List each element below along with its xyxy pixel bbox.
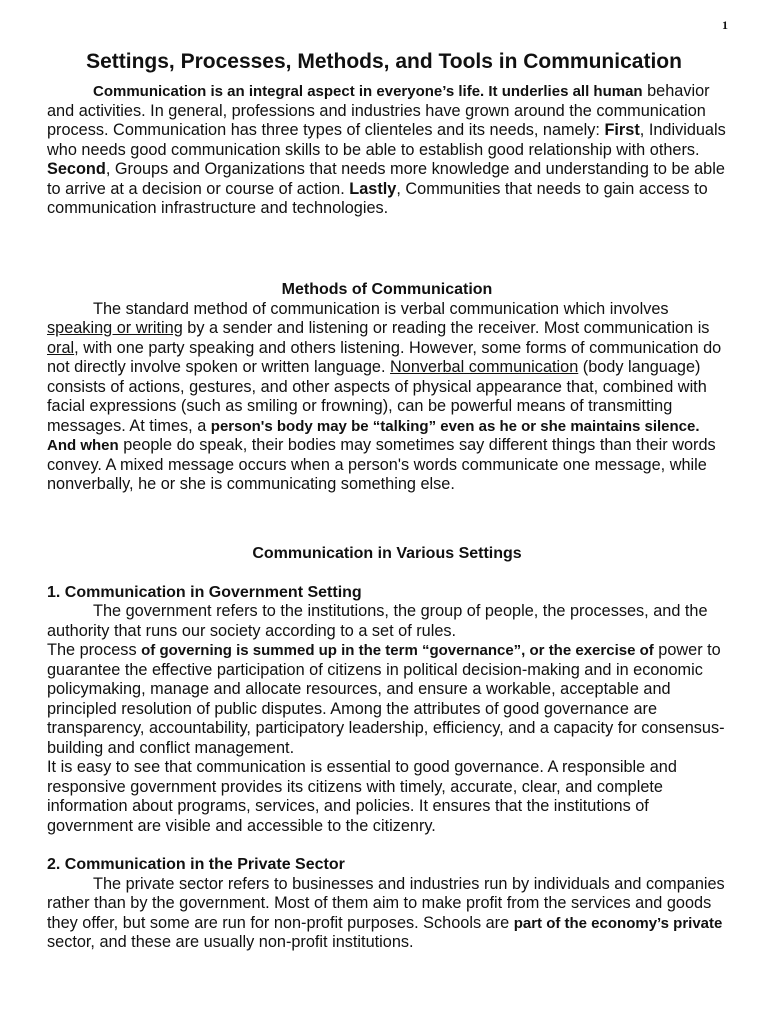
government-paragraph-1: The government refers to the institutions, the group of people, the processes, and the authority that runs our society according to a set of rules. [47, 602, 708, 640]
methods-bold-text: person's body may be “talking” even as he or she maintains silence. And when [47, 417, 700, 454]
gov-p2-rest: power to guarantee the effective participation of citizens in political decision-making and in economic policymaking, manage and allocate resources, and ensure a workable, acceptable and principled resolution of public disputes. Among the attributes of good governance are transparency, accountability, participatory leadership, efficiency, and a capacity for consensus-building and conflict management. [47, 641, 725, 757]
settings-section [47, 544, 727, 953]
intro-paragraph [47, 82, 727, 219]
second-label: Second [47, 160, 106, 178]
government-paragraph-3: It is easy to see that communication is essential to good governance. A responsible and responsive government provides its citizens with timely, accurate, clear, and complete information about programs, services, and policies. It ensures that the institutions of government are visible and accessible to the citizenry. [47, 758, 677, 835]
methods-text-2: by a sender and listening or reading the receiver. Most communication is [182, 319, 710, 337]
government-paragraph-2 [47, 641, 727, 758]
speaking-writing-underlined: speaking or writing [47, 319, 183, 337]
intro-text-2: , Individuals who needs good communication skills to be able to establish good relationship with others. [47, 121, 726, 159]
page-title: Settings, Processes, Methods, and Tools in Communication [86, 50, 682, 73]
methods-text-3: , with one party speaking and others listening. However, some forms of communication do not directly involve spoken or written language. [47, 338, 722, 376]
methods-text-4: (body language) consists of actions, gestures, and other aspects of physical appearance that, combined with facial expressions (such as smiling or frowning), can be powerful means of transmitting messages. At times, a [47, 358, 707, 435]
first-label: First [604, 121, 640, 139]
private-paragraph [47, 875, 727, 953]
methods-paragraph [47, 300, 727, 495]
methods-heading: Methods of Communication [281, 281, 493, 298]
government-heading: 1. Communication in Government Setting [47, 583, 362, 601]
private-text-1: The private sector refers to businesses and industries run by individuals and companies rather than by the government. Most of them aim to make profit from the services and goods they offer, but some are run for non-profit purposes. Schools are [47, 874, 725, 932]
lastly-label: Lastly [349, 179, 397, 198]
page-number: 1 [722, 18, 728, 32]
gov-p2-start: The process [47, 641, 142, 659]
methods-text-1: The standard method of communication is verbal communication which involves [93, 299, 669, 318]
oral-underlined: oral [47, 338, 75, 357]
nonverbal-underlined: Nonverbal communication [390, 358, 579, 376]
intro-text-3: , Groups and Organizations that needs more knowledge and understanding to be able to arrive at a decision or course of action. [47, 160, 725, 198]
settings-heading: Communication in Various Settings [252, 545, 522, 562]
private-heading: 2. Communication in the Private Sector [47, 856, 345, 873]
private-text-end: sector, and these are usually non-profit institutions. [47, 933, 414, 951]
gov-p2-bold: of governing is summed up in the term “governance”, or the exercise of [141, 642, 654, 659]
private-bold: part of the economy’s private [513, 914, 723, 932]
intro-text-1: behavior and activities. In general, professions and industries have grown around the communication process. Communication has three types of clienteles and its needs, namely: [47, 82, 710, 139]
intro-lead: Communication is an integral aspect in everyone’s life. It underlies all human [93, 83, 643, 100]
methods-text-5: people do speak, their bodies may sometimes say different things than their words convey. A mixed message occurs when a person's words communicate one message, while nonverbally, he or she is communicating something else. [47, 436, 716, 493]
intro-text-4: , Communities that needs to gain access to communication infrastructure and technologies. [47, 179, 708, 217]
methods-section [47, 280, 727, 495]
